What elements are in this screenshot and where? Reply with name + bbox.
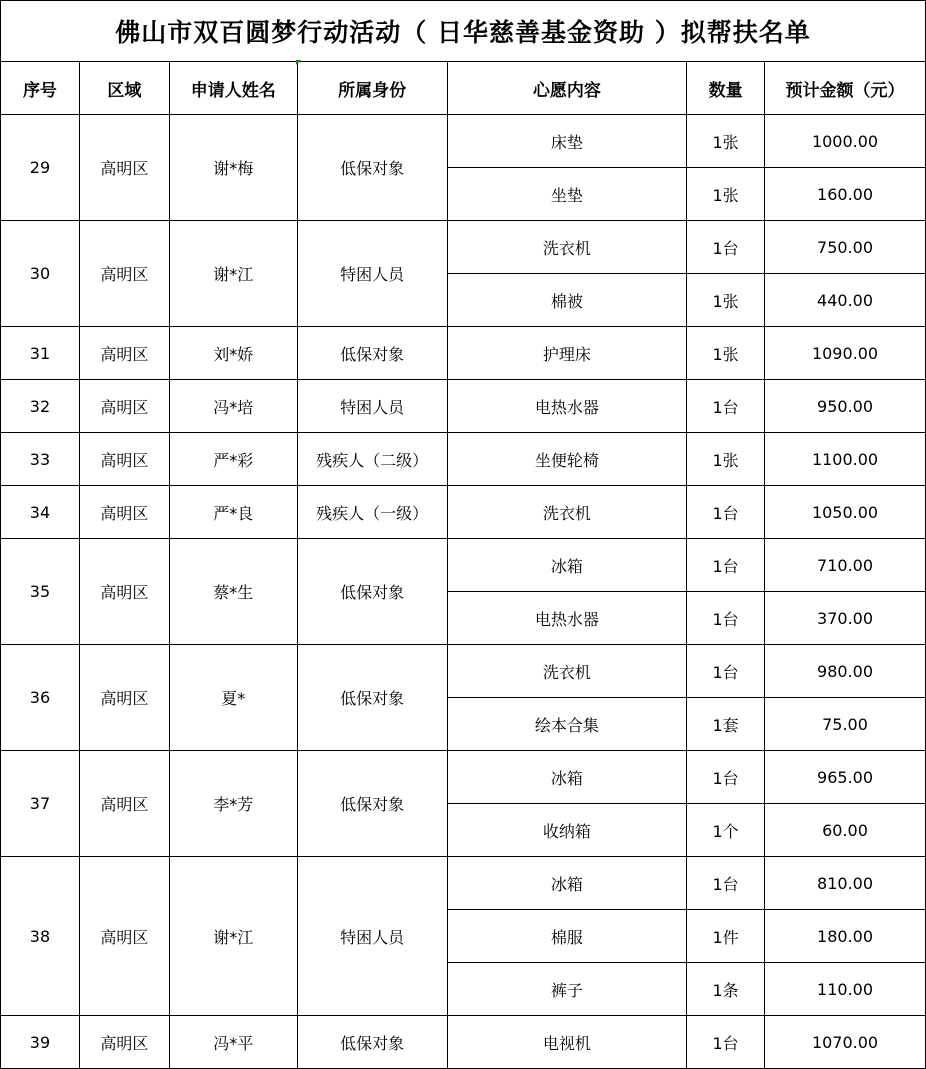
cell-name[interactable]: 夏* — [169, 645, 297, 751]
cell-amount[interactable]: 810.00 — [765, 857, 926, 910]
table-row — [1, 380, 926, 433]
cell-amount[interactable]: 950.00 — [765, 380, 926, 433]
cell-wish[interactable]: 冰箱 — [447, 539, 687, 592]
cell-region[interactable]: 高明区 — [79, 645, 169, 751]
header-cell-identity[interactable]: 所属身份 — [297, 62, 447, 115]
cell-region[interactable]: 高明区 — [79, 539, 169, 645]
cell-comment-marker-icon — [296, 60, 301, 65]
cell-amount[interactable]: 1050.00 — [765, 486, 926, 539]
cell-name[interactable]: 谢*江 — [169, 857, 297, 1016]
cell-name[interactable]: 冯*培 — [169, 380, 297, 433]
cell-qty[interactable]: 1台 — [687, 539, 765, 592]
cell-identity[interactable]: 特困人员 — [297, 221, 447, 327]
cell-no[interactable]: 31 — [1, 327, 80, 380]
cell-name[interactable]: 严*彩 — [169, 433, 297, 486]
cell-wish[interactable]: 洗衣机 — [447, 221, 687, 274]
cell-wish[interactable]: 棉被 — [447, 274, 687, 327]
cell-amount[interactable]: 370.00 — [765, 592, 926, 645]
cell-no[interactable]: 37 — [1, 751, 80, 857]
cell-amount[interactable]: 710.00 — [765, 539, 926, 592]
table-row — [1, 327, 926, 380]
cell-qty[interactable]: 1台 — [687, 486, 765, 539]
cell-name[interactable]: 刘*娇 — [169, 327, 297, 380]
cell-amount[interactable]: 75.00 — [765, 698, 926, 751]
cell-qty[interactable]: 1张 — [687, 115, 765, 168]
cell-qty[interactable]: 1台 — [687, 751, 765, 804]
table-row — [1, 1016, 926, 1069]
cell-identity[interactable]: 特困人员 — [297, 380, 447, 433]
cell-identity[interactable]: 特困人员 — [297, 857, 447, 1016]
cell-wish[interactable]: 护理床 — [447, 327, 687, 380]
cell-identity[interactable]: 残疾人（一级） — [297, 486, 447, 539]
cell-wish[interactable]: 床垫 — [447, 115, 687, 168]
cell-identity[interactable]: 低保对象 — [297, 645, 447, 751]
table-row — [1, 751, 926, 804]
sheet-title[interactable]: 佛山市双百圆梦行动活动（ 日华慈善基金资助 ）拟帮扶名单 — [1, 1, 926, 62]
cell-identity[interactable]: 残疾人（二级） — [297, 433, 447, 486]
cell-qty[interactable]: 1张 — [687, 327, 765, 380]
cell-region[interactable]: 高明区 — [79, 1016, 169, 1069]
table-row — [1, 539, 926, 592]
cell-wish[interactable]: 电视机 — [447, 1016, 687, 1069]
cell-name[interactable]: 谢*江 — [169, 221, 297, 327]
cell-wish[interactable]: 坐便轮椅 — [447, 433, 687, 486]
cell-qty[interactable]: 1台 — [687, 380, 765, 433]
cell-qty[interactable]: 1台 — [687, 1016, 765, 1069]
cell-amount[interactable]: 750.00 — [765, 221, 926, 274]
cell-name[interactable]: 李*芳 — [169, 751, 297, 857]
cell-region[interactable]: 高明区 — [79, 380, 169, 433]
cell-name[interactable]: 严*良 — [169, 486, 297, 539]
cell-no[interactable]: 35 — [1, 539, 80, 645]
cell-qty[interactable]: 1台 — [687, 645, 765, 698]
cell-amount[interactable]: 980.00 — [765, 645, 926, 698]
cell-qty[interactable]: 1台 — [687, 857, 765, 910]
header-cell-wish[interactable]: 心愿内容 — [447, 62, 687, 115]
cell-identity[interactable]: 低保对象 — [297, 751, 447, 857]
cell-qty[interactable]: 1套 — [687, 698, 765, 751]
header-cell-amount[interactable]: 预计金额（元） — [765, 62, 926, 115]
cell-no[interactable]: 33 — [1, 433, 80, 486]
cell-amount[interactable]: 1000.00 — [765, 115, 926, 168]
cell-wish[interactable]: 绘本合集 — [447, 698, 687, 751]
table-row — [1, 857, 926, 910]
header-cell-name[interactable]: 申请人姓名 — [169, 62, 297, 115]
cell-qty[interactable]: 1张 — [687, 168, 765, 221]
cell-wish[interactable]: 冰箱 — [447, 857, 687, 910]
cell-wish[interactable]: 洗衣机 — [447, 645, 687, 698]
cell-wish[interactable]: 电热水器 — [447, 592, 687, 645]
cell-wish[interactable]: 坐垫 — [447, 168, 687, 221]
cell-region[interactable]: 高明区 — [79, 115, 169, 221]
header-cell-qty[interactable]: 数量 — [687, 62, 765, 115]
cell-identity[interactable]: 低保对象 — [297, 115, 447, 221]
header-cell-no[interactable]: 序号 — [1, 62, 80, 115]
cell-region[interactable]: 高明区 — [79, 433, 169, 486]
cell-no[interactable]: 36 — [1, 645, 80, 751]
cell-no[interactable]: 30 — [1, 221, 80, 327]
table-row — [1, 486, 926, 539]
table-row — [1, 221, 926, 274]
cell-qty[interactable]: 1台 — [687, 221, 765, 274]
cell-region[interactable]: 高明区 — [79, 857, 169, 1016]
cell-wish[interactable]: 裤子 — [447, 963, 687, 1016]
header-row — [1, 62, 926, 115]
cell-no[interactable]: 34 — [1, 486, 80, 539]
cell-no[interactable]: 39 — [1, 1016, 80, 1069]
table-row — [1, 433, 926, 486]
cell-no[interactable]: 38 — [1, 857, 80, 1016]
cell-qty[interactable]: 1张 — [687, 433, 765, 486]
cell-amount[interactable]: 1100.00 — [765, 433, 926, 486]
cell-qty[interactable]: 1件 — [687, 910, 765, 963]
cell-wish[interactable]: 棉服 — [447, 910, 687, 963]
cell-amount[interactable]: 1090.00 — [765, 327, 926, 380]
cell-region[interactable]: 高明区 — [79, 751, 169, 857]
cell-qty[interactable]: 1台 — [687, 592, 765, 645]
cell-qty[interactable]: 1条 — [687, 963, 765, 1016]
cell-qty[interactable]: 1张 — [687, 274, 765, 327]
cell-name[interactable]: 冯*平 — [169, 1016, 297, 1069]
cell-amount[interactable]: 60.00 — [765, 804, 926, 857]
cell-region[interactable]: 高明区 — [79, 486, 169, 539]
cell-region[interactable]: 高明区 — [79, 327, 169, 380]
cell-amount[interactable]: 160.00 — [765, 168, 926, 221]
table-row — [1, 645, 926, 698]
cell-name[interactable]: 谢*梅 — [169, 115, 297, 221]
cell-identity[interactable]: 低保对象 — [297, 327, 447, 380]
cell-identity[interactable]: 低保对象 — [297, 1016, 447, 1069]
cell-qty[interactable]: 1个 — [687, 804, 765, 857]
cell-no[interactable]: 29 — [1, 115, 80, 221]
cell-region[interactable]: 高明区 — [79, 221, 169, 327]
cell-amount[interactable]: 180.00 — [765, 910, 926, 963]
cell-wish[interactable]: 电热水器 — [447, 380, 687, 433]
cell-amount[interactable]: 1070.00 — [765, 1016, 926, 1069]
table-row — [1, 115, 926, 168]
cell-amount[interactable]: 965.00 — [765, 751, 926, 804]
cell-amount[interactable]: 440.00 — [765, 274, 926, 327]
cell-amount[interactable]: 110.00 — [765, 963, 926, 1016]
cell-identity[interactable]: 低保对象 — [297, 539, 447, 645]
cell-wish[interactable]: 冰箱 — [447, 751, 687, 804]
header-cell-region[interactable]: 区域 — [79, 62, 169, 115]
cell-no[interactable]: 32 — [1, 380, 80, 433]
cell-wish[interactable]: 收纳箱 — [447, 804, 687, 857]
cell-name[interactable]: 蔡*生 — [169, 539, 297, 645]
cell-wish[interactable]: 洗衣机 — [447, 486, 687, 539]
